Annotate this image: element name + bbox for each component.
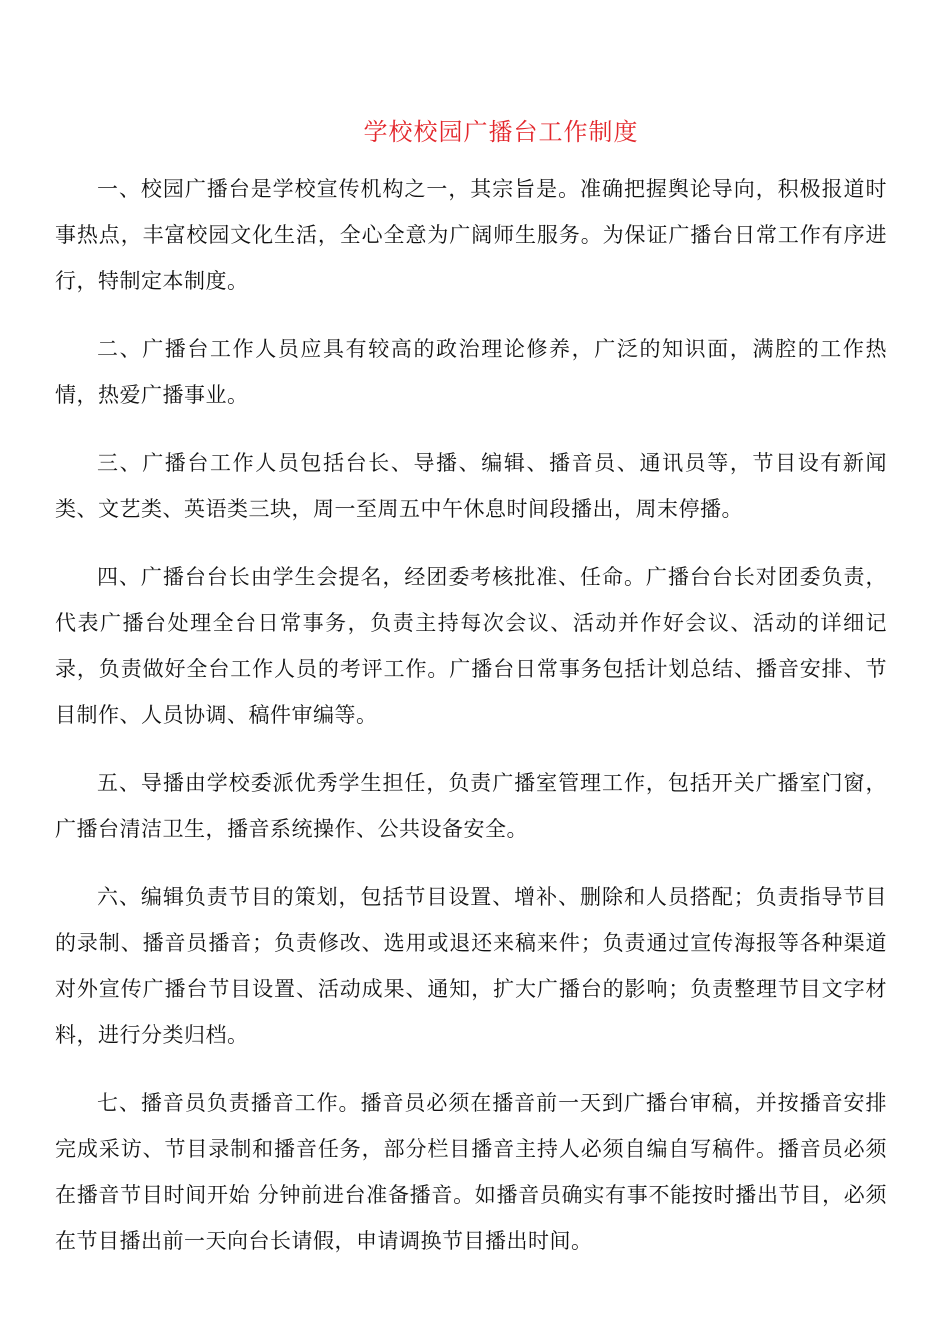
- paragraph-7: 七、播音员负责播音工作。播音员必须在播音前一天到广播台审稿，并按播音安排完成采访、节目录制和播音任务，部分栏目播音主持人必须自编自写稿件。播音员必须在播音节目时间开始 分钟前进台准备播音。如播音员确实有事不能按时播出节目，必须在节目播出前一天向台长请假，申请调换节目播出时间。: [55, 1091, 887, 1253]
- document-title: 学校校园广播台工作制度: [363, 118, 639, 146]
- paragraph-6: 六、编辑负责节目的策划，包括节目设置、增补、删除和人员搭配；负责指导节目的录制、播音员播音；负责修改、选用或退还来稿来件；负责通过宣传海报等各种渠道对外宣传广播台节目设置、活动成果、通知，扩大广播台的影响；负责整理节目文字材料，进行分类归档。: [55, 885, 887, 1047]
- paragraph-4: 四、广播台台长由学生会提名，经团委考核批准、任命。广播台台长对团委负责，代表广播台处理全台日常事务，负责主持每次会议、活动并作好会议、活动的详细记录，负责做好全台工作人员的考评工作。广播台日常事务包括计划总结、播音安排、节目制作、人员协调、稿件审编等。: [55, 565, 887, 727]
- paragraph-1: 一、校园广播台是学校宣传机构之一，其宗旨是。准确把握舆论导向，积极报道时事热点，丰富校园文化生活，全心全意为广阔师生服务。为保证广播台日常工作有序进行，特制定本制度。: [55, 177, 887, 293]
- paragraph-5: 五、导播由学校委派优秀学生担任，负责广播室管理工作，包括开关广播室门窗，广播台清洁卫生，播音系统操作、公共设备安全。: [55, 771, 887, 841]
- paragraph-3: 三、广播台工作人员包括台长、导播、编辑、播音员、通讯员等，节目设有新闻类、文艺类、英语类三块，周一至周五中午休息时间段播出，周末停播。: [55, 451, 887, 521]
- document-page: [55, 112, 887, 1286]
- paragraph-2: 二、广播台工作人员应具有较高的政治理论修养，广泛的知识面，满腔的工作热情，热爱广播事业。: [55, 337, 887, 407]
